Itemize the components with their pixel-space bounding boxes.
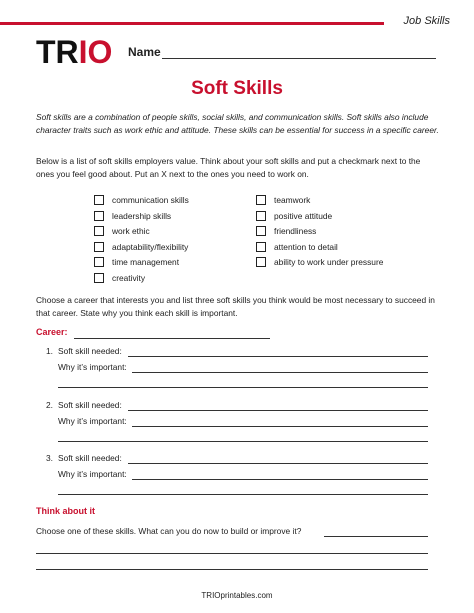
question-number: 3. bbox=[46, 453, 53, 463]
skill-checkbox[interactable] bbox=[256, 211, 266, 221]
soft-skill-label: Soft skill needed: bbox=[58, 453, 122, 463]
logo-right-text: IO bbox=[78, 34, 113, 70]
skill-checklist-item bbox=[256, 242, 338, 252]
skill-label: time management bbox=[112, 257, 180, 267]
why-important-field[interactable] bbox=[132, 479, 428, 480]
skill-checklist-item bbox=[94, 211, 171, 221]
why-important-label: Why it’s important: bbox=[58, 416, 127, 426]
question-number: 1. bbox=[46, 346, 53, 356]
skill-checkbox[interactable] bbox=[256, 242, 266, 252]
skill-label: creativity bbox=[112, 272, 146, 283]
why-important-field[interactable] bbox=[132, 426, 428, 427]
trio-logo bbox=[36, 36, 112, 68]
skill-checkbox[interactable] bbox=[94, 211, 104, 221]
skill-label: communication skills bbox=[112, 195, 189, 205]
category-tag: Job Skills bbox=[403, 15, 450, 27]
why-important-extra-line[interactable] bbox=[58, 441, 428, 442]
skill-label: positive attitude bbox=[274, 210, 333, 221]
page-title: Soft Skills bbox=[191, 78, 283, 99]
soft-skill-field[interactable] bbox=[128, 410, 428, 411]
skill-label: adaptability/flexibility bbox=[112, 241, 189, 252]
skill-checkbox[interactable] bbox=[256, 195, 266, 205]
skill-checkbox[interactable] bbox=[94, 257, 104, 267]
think-answer-line[interactable] bbox=[36, 553, 428, 554]
career-field[interactable] bbox=[74, 338, 270, 339]
why-important-extra-line[interactable] bbox=[58, 387, 428, 388]
skill-label: work ethic bbox=[112, 226, 150, 236]
footer-url: TRIOprintables.com bbox=[201, 591, 273, 600]
why-important-label: Why it’s important: bbox=[58, 469, 127, 479]
think-answer-line[interactable] bbox=[324, 536, 428, 537]
soft-skill-label: Soft skill needed: bbox=[58, 346, 122, 356]
skill-checklist-item bbox=[256, 211, 332, 221]
why-important-label: Why it’s important: bbox=[58, 362, 127, 372]
skill-checkbox[interactable] bbox=[94, 226, 104, 236]
logo-left-text: TR bbox=[36, 34, 79, 70]
why-important-extra-line[interactable] bbox=[58, 494, 428, 495]
why-important-field[interactable] bbox=[132, 372, 428, 373]
skill-checkbox[interactable] bbox=[94, 273, 104, 283]
soft-skill-field[interactable] bbox=[128, 356, 428, 357]
skill-checklist-item bbox=[94, 226, 150, 236]
header-rule bbox=[0, 22, 384, 25]
skill-checklist-item bbox=[256, 257, 383, 267]
skill-checklist-item bbox=[256, 195, 310, 205]
skill-checklist-item bbox=[94, 195, 189, 205]
question-number: 2. bbox=[46, 400, 53, 410]
skill-label: teamwork bbox=[274, 195, 311, 205]
soft-skill-field[interactable] bbox=[128, 463, 428, 464]
skill-label: attention to detail bbox=[274, 241, 338, 252]
skill-checkbox[interactable] bbox=[256, 257, 266, 267]
name-field[interactable] bbox=[162, 58, 436, 59]
instructions-text: Below is a list of soft skills employers value. Think about your soft skills and put a checkmark next to the ones you feel good about. Put an X next to the ones you need to work on. bbox=[36, 156, 421, 179]
think-answer-line[interactable] bbox=[36, 569, 428, 570]
skill-checklist-item bbox=[256, 226, 316, 236]
skill-checklist-item bbox=[94, 273, 145, 283]
skill-label: ability to work under pressure bbox=[274, 257, 384, 267]
career-prompt: Choose a career that interests you and list three soft skills you think would be most necessary to succeed in that career. State why you think each skill is important. bbox=[36, 295, 435, 318]
skill-label: leadership skills bbox=[112, 210, 172, 221]
skill-checkbox[interactable] bbox=[94, 195, 104, 205]
skill-checklist-item bbox=[94, 242, 188, 252]
skill-label: friendliness bbox=[274, 226, 317, 236]
skill-checkbox[interactable] bbox=[256, 226, 266, 236]
intro-text: Soft skills are a combination of people skills, social skills, and communication skills. Soft skills also include character traits such as work ethic and attitude. These skills can be essential for success in a specific career. bbox=[36, 112, 439, 135]
name-label: Name bbox=[128, 45, 161, 59]
career-label: Career: bbox=[36, 327, 68, 337]
think-prompt: Choose one of these skills. What can you do now to build or improve it? bbox=[36, 526, 302, 536]
soft-skill-label: Soft skill needed: bbox=[58, 400, 122, 410]
skill-checklist-item bbox=[94, 257, 179, 267]
skill-checkbox[interactable] bbox=[94, 242, 104, 252]
think-heading: Think about it bbox=[36, 506, 95, 516]
